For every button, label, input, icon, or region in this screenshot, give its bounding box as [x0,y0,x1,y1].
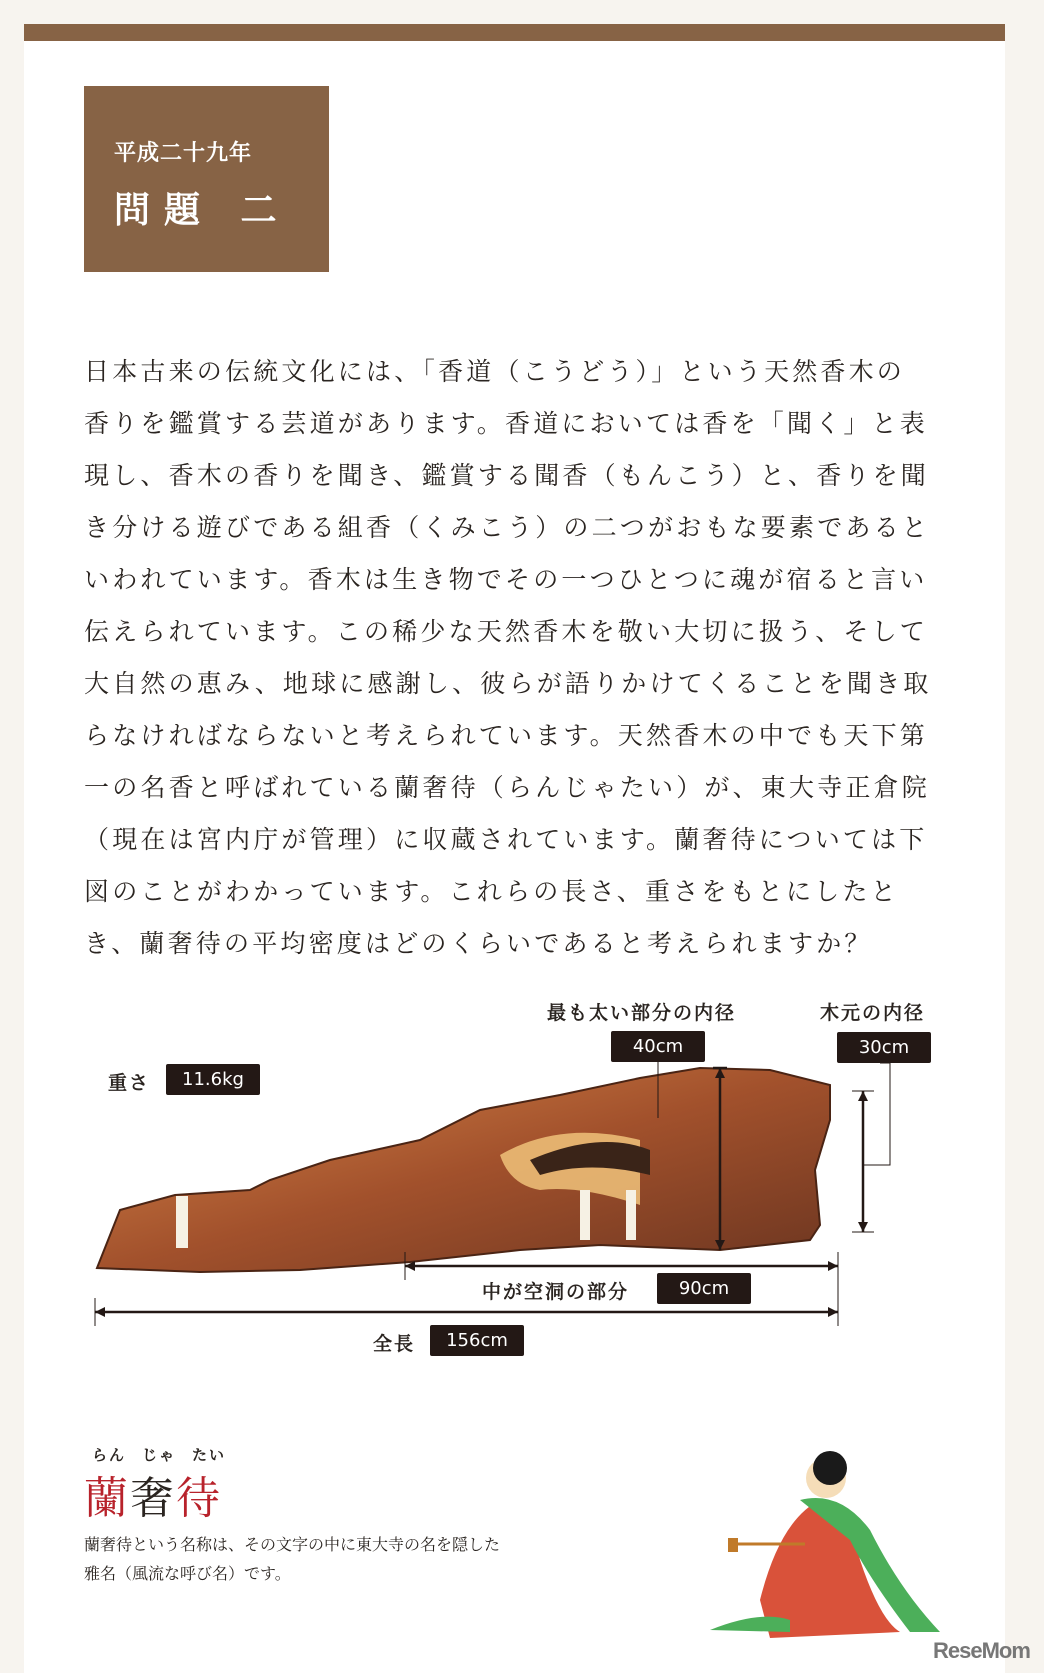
text-line: 一の名香と呼ばれている蘭奢待（らんじゃたい）が、東大寺正倉院 [84,773,931,802]
ruby-ja: じゃ [142,1446,177,1464]
ranjatai-title [84,1462,222,1526]
base-diameter-value: 30cm [837,1032,931,1063]
hollow-length-value: 90cm [657,1273,751,1304]
hollow-length-label: 中が空洞の部分 [482,1281,630,1303]
text-line: き分ける遊びである組香（くみこう）の二つがおもな要素であると [84,513,931,542]
desc-line: 蘭奢待という名称は、その文字の中に東大寺の名を隠した [84,1535,501,1554]
base-diameter-label: 木元の内径 [820,1002,926,1024]
paper-tag [176,1196,188,1248]
question-number: 問題 二 [114,190,291,231]
text-line: （現在は宮内庁が管理）に収蔵されています。蘭奢待については下 [84,825,928,854]
weight-label: 重さ [108,1072,151,1094]
paper-tag [580,1190,590,1240]
thickest-diameter-value: 40cm [611,1031,705,1062]
woman-with-incense-figure [710,1451,940,1638]
ruby-ran: らん [92,1446,127,1464]
thickest-diameter-label: 最も太い部分の内径 [547,1002,737,1024]
text-line: 香りを鑑賞する芸道があります。香道においては香を「聞く」と表 [84,409,929,438]
paper-tag [626,1190,636,1240]
text-line: いわれています。香木は生き物でその一つひとつに魂が宿ると言い [84,565,928,594]
text-line: 日本古来の伝統文化には、「香道（こうどう）」という天然香木の [84,357,906,386]
total-length-label: 全長 [373,1333,416,1355]
weight-value: 11.6kg [166,1064,260,1095]
text-line: 伝えられています。この稀少な天然香木を敬い大切に扱う、そして [84,617,929,646]
char-ja: 奢 [130,1473,176,1524]
ruby-tai: たい [192,1446,227,1464]
char-tai: 待 [176,1473,222,1524]
text-line: 図のことがわかっています。これらの長さ、重さをもとにしたと [84,877,899,906]
text-line: 現し、香木の香りを聞き、鑑賞する聞香（もんこう）と、香りを聞 [84,461,930,490]
exam-year: 平成二十九年 [114,141,253,166]
desc-line: 雅名（風流な呼び名）です。 [84,1564,291,1583]
name-description [84,1530,500,1588]
total-length-value: 156cm [430,1325,524,1356]
text-line: き、蘭奢待の平均密度はどのくらいであると考えられますか？ [84,929,873,958]
text-line: 大自然の恵み、地球に感謝し、彼らが語りかけてくることを聞き取 [84,669,932,698]
char-ran: 蘭 [84,1473,130,1524]
resemom-logo: ReseMom [933,1638,1030,1663]
text-line: らなければならないと考えられています。天然香木の中でも天下第 [84,721,929,750]
